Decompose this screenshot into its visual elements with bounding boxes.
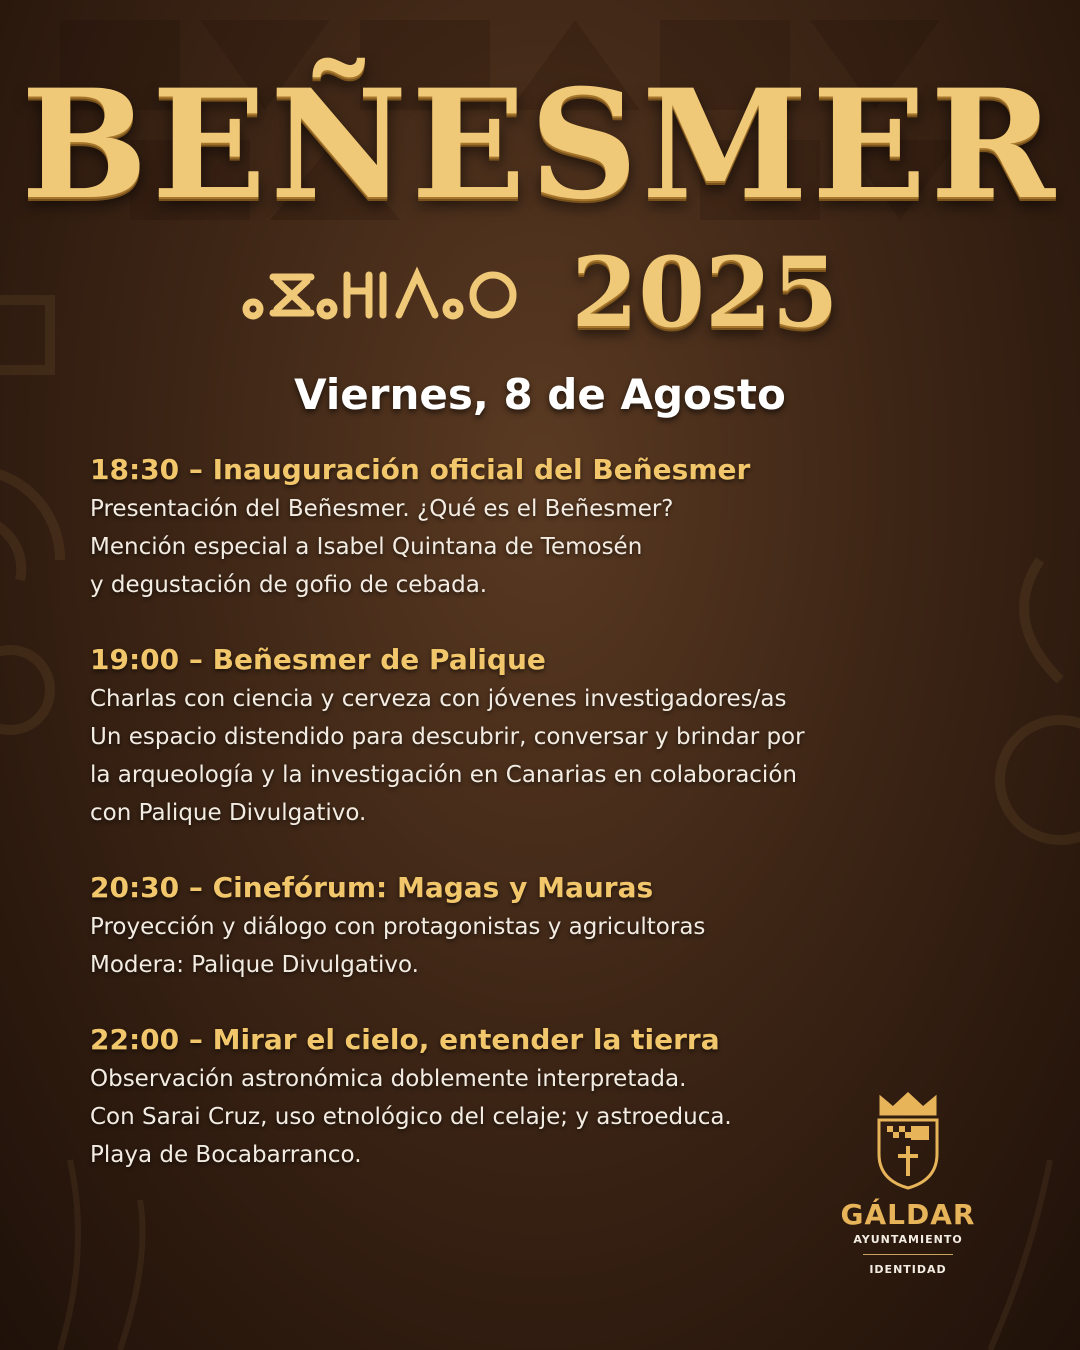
logo-name: GÁLDAR bbox=[840, 1198, 976, 1231]
libyco-berber-glyphs bbox=[241, 263, 541, 323]
schedule-item-line: Con Sarai Cruz, uso etnológico del celaje; y astroeduca. bbox=[90, 1104, 732, 1130]
schedule-item-line: Observación astronómica doblemente interpretada. bbox=[90, 1066, 687, 1092]
schedule-item-line: Un espacio distendido para descubrir, conversar y brindar por bbox=[90, 724, 805, 750]
year: 2025 bbox=[571, 236, 839, 349]
schedule-item-line: Modera: Palique Divulgativo. bbox=[90, 952, 419, 978]
schedule-item bbox=[90, 450, 990, 604]
schedule-item bbox=[90, 640, 990, 832]
schedule-item-line: Mención especial a Isabel Quintana de Temosén bbox=[90, 534, 643, 560]
schedule-item-line: Presentación del Beñesmer. ¿Qué es el Beñesmer? bbox=[90, 496, 674, 522]
schedule-item bbox=[90, 868, 990, 984]
logo-tag: IDENTIDAD bbox=[869, 1263, 947, 1276]
schedule-item-line: y degustación de gofio de cebada. bbox=[90, 572, 488, 598]
schedule-item-line: con Palique Divulgativo. bbox=[90, 800, 367, 826]
schedule-item-line: Proyección y diálogo con protagonistas y agricultoras bbox=[90, 914, 706, 940]
schedule-item-line: la arqueología y la investigación en Canarias en colaboración bbox=[90, 762, 797, 788]
schedule-item-line: Playa de Bocabarranco. bbox=[90, 1142, 362, 1168]
schedule-item-title: 20:30 – Cinefórum: Magas y Mauras bbox=[90, 871, 654, 904]
schedule-item-title: 22:00 – Mirar el cielo, entender la tierra bbox=[90, 1023, 720, 1056]
logo-divider bbox=[863, 1254, 953, 1255]
schedule-item-line: Charlas con ciencia y cerveza con jóvenes investigadores/as bbox=[90, 686, 787, 712]
galdar-logo bbox=[828, 1092, 988, 1276]
crowned-shield-icon bbox=[873, 1092, 943, 1192]
event-title-benesmer: BEÑESMER bbox=[21, 57, 1059, 233]
subtitle-row bbox=[0, 236, 1080, 349]
logo-subtitle: AYUNTAMIENTO bbox=[853, 1233, 963, 1246]
schedule-item-title: 19:00 – Beñesmer de Palique bbox=[90, 643, 546, 676]
schedule-item-title: 18:30 – Inauguración oficial del Beñesmer bbox=[90, 453, 751, 486]
event-date: Viernes, 8 de Agosto bbox=[294, 370, 786, 419]
